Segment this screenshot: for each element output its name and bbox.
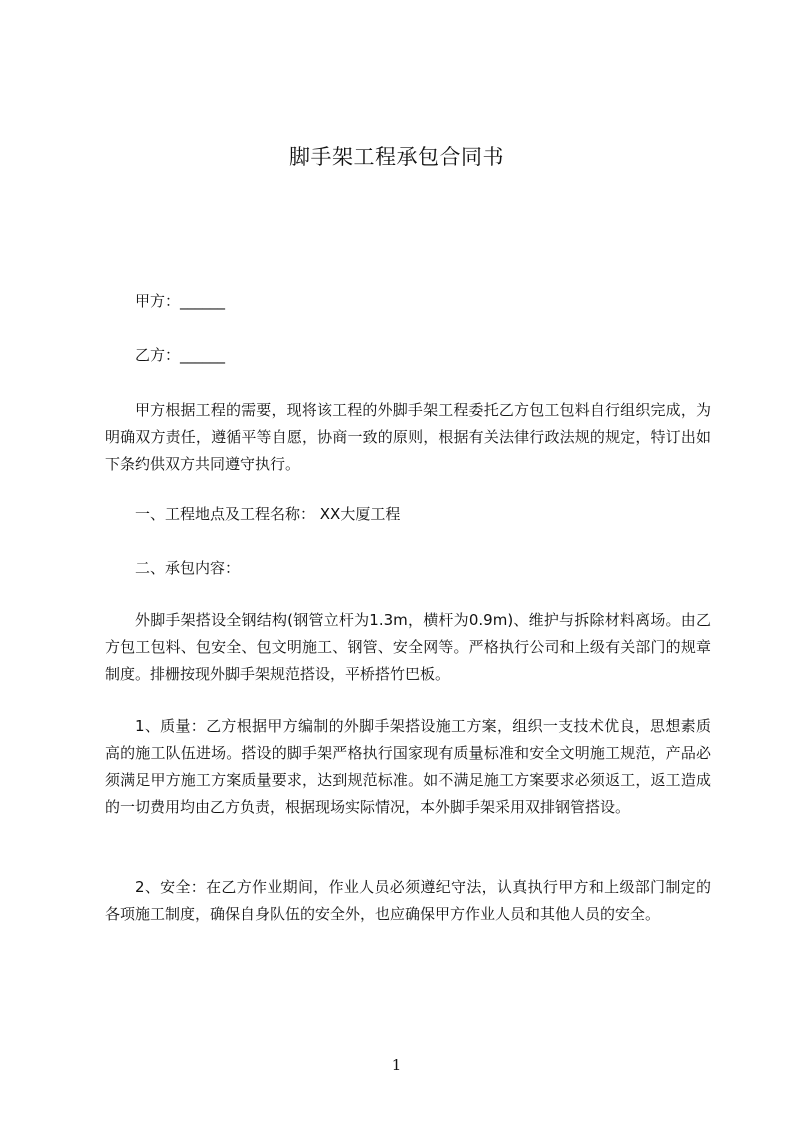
page-number: 1 [391,1056,402,1074]
party-a-line: 甲方：______ [135,292,226,310]
preamble-paragraph: 甲方根据工程的需要，现将该工程的外脚手架工程委托乙方包工包料自行组织完成，为明确双方责任，遵循平等自愿，协商一致的原则，根据有关法律行政法规的规定，特订出如下条约供双方共同遵守执行。 [105,401,711,473]
safety-clause: 2、安全：在乙方作业期间，作业人员必须遵纪守法，认真执行甲方和上级部门制定的各项施工制度，确保自身队伍的安全外，也应确保甲方作业人员和其他人员的安全。 [105,878,711,923]
section-2-heading: 二、承包内容： [135,559,241,577]
section-1-heading: 一、工程地点及工程名称： XX大厦工程 [135,505,401,523]
scope-paragraph: 外脚手架搭设全钢结构(钢管立杆为1.3m，横杆为0.9m)、维护与拆除材料离场。由乙方包工包料、包安全、包文明施工、钢管、安全网等。严格执行公司和上级有关部门的规章制度。排栅按现外脚手架规范搭设，平桥搭竹巴板。 [105,611,711,683]
quality-clause: 1、质量：乙方根据甲方编制的外脚手架搭设施工方案，组织一支技术优良，思想素质高的施工队伍进场。搭设的脚手架严格执行国家现有质量标准和安全文明施工规范，产品必须满足甲方施工方案质量要求，达到规范标准。如不满足施工方案要求必须返工，返工造成的一切费用均由乙方负责，根据现场实际情况，本外脚手架采用双排钢管搭设。 [105,717,711,816]
document-title: 脚手架工程承包合同书 [289,145,504,169]
party-b-line: 乙方：______ [135,346,226,364]
